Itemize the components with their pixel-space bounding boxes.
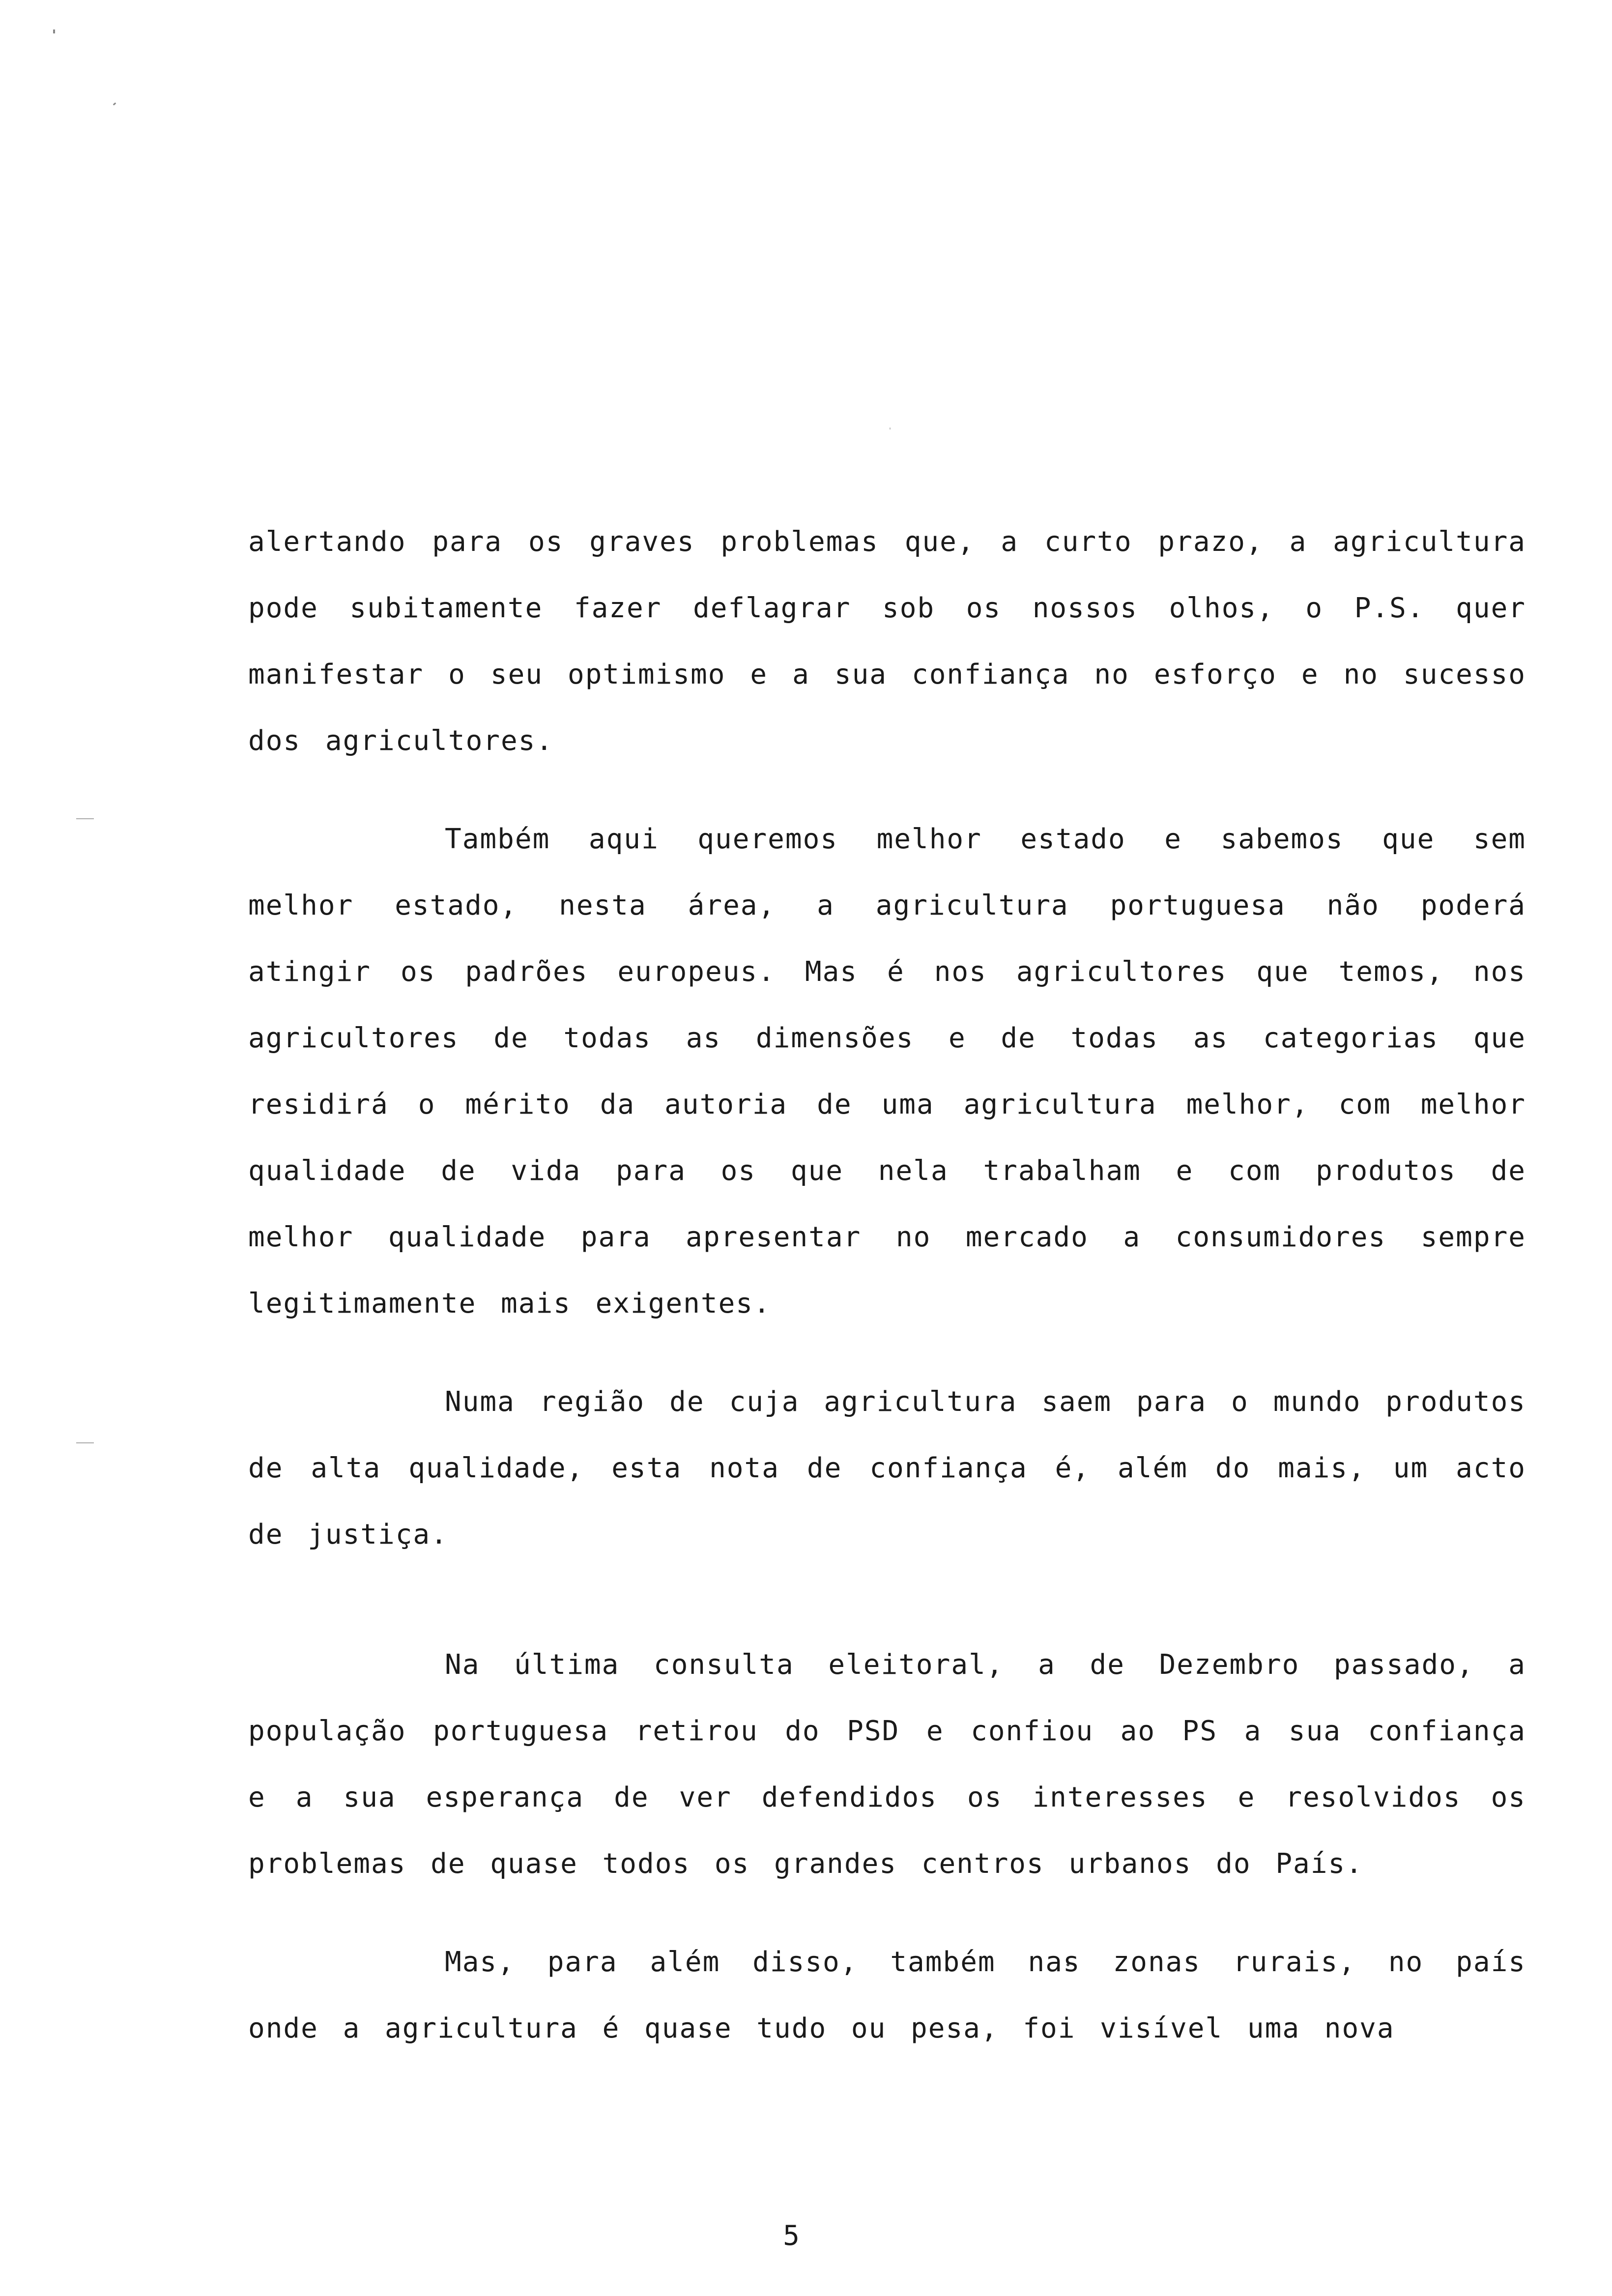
paragraph-agricultores: Também aqui queremos melhor estado e sabemos que sem melhor estado, nesta área, a agricultura portuguesa não poderá atingir os padrões europeus. Mas é nos agricultores que temos, nos agricultores de todas as dimensões e de todas as categorias que residirá o mérito da autoria de uma agricultura melhor, com melhor qualidade de vida para os que nela trabalham e com produtos de melhor qualidade para apresentar no mercado a consumidores sempre legitimamente mais exigentes. <box>248 823 1526 1320</box>
page-number: 5 <box>783 2220 800 2252</box>
margin-mark <box>76 1442 94 1443</box>
scan-speck <box>53 29 55 33</box>
paragraph-zonas-rurais: Mas, para além disso, também nas zonas rurais, no país onde a agricultura é quase tudo ou pesa, foi visível uma nova <box>248 1946 1526 2044</box>
scan-speck <box>113 102 116 105</box>
paragraph-consulta-eleitoral: Na última consulta eleitoral, a de Dezembro passado, a população portuguesa retirou do PSD e confiou ao PS a sua confiança e a sua esperança de ver defendidos os interesses e resolvidos os problemas de quase todos os grandes centros urbanos do País. <box>248 1649 1526 1880</box>
scan-speck <box>890 428 891 430</box>
body-text <box>248 509 1526 2062</box>
margin-mark <box>76 818 94 819</box>
paragraph-continuation: alertando para os graves problemas que, a curto prazo, a agricultura pode subitamente fazer deflagrar sob os nossos olhos, o P.S. quer manifestar o seu optimismo e a sua confiança no esforço e no sucesso dos agricultores. <box>248 526 1526 757</box>
paragraph-regiao: Numa região de cuja agricultura saem para o mundo produtos de alta qualidade, esta nota de confiança é, além do mais, um acto de justiça. <box>248 1386 1526 1550</box>
